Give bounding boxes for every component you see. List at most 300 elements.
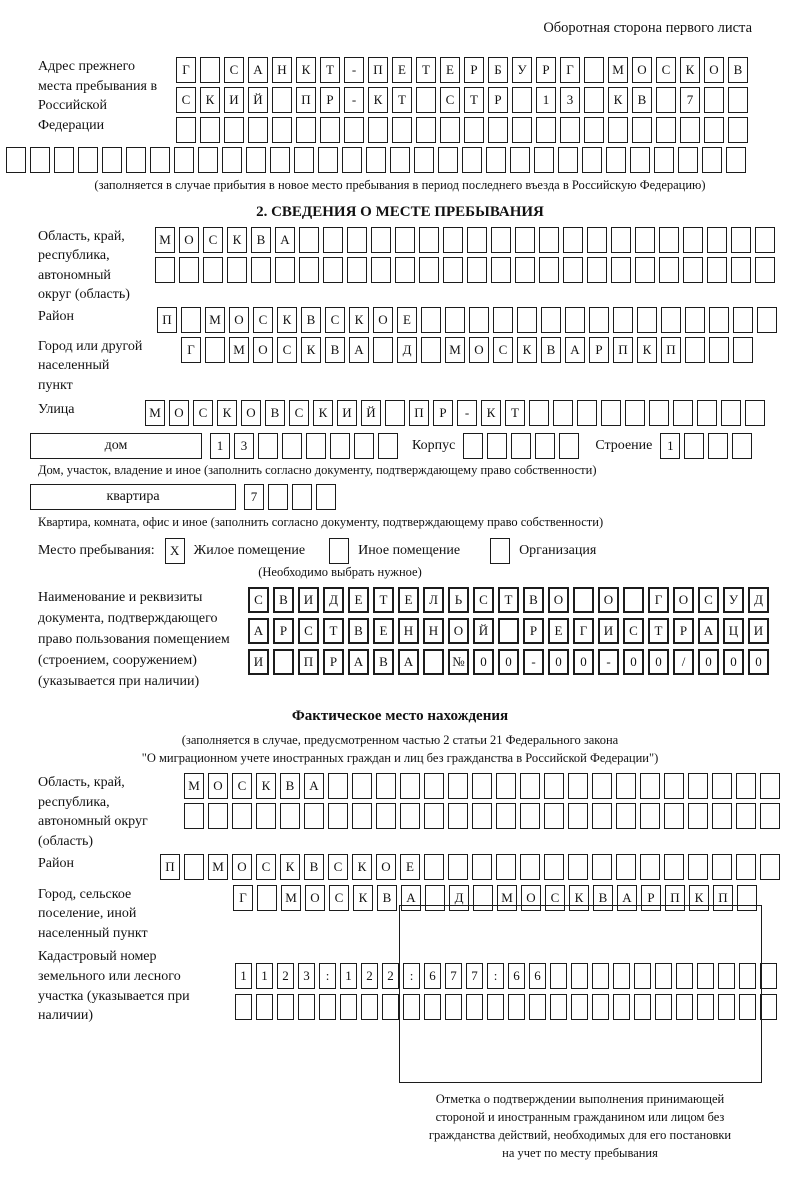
- char-cell[interactable]: Р: [433, 400, 453, 426]
- char-cell[interactable]: [416, 87, 436, 113]
- char-cell[interactable]: :: [319, 963, 336, 989]
- char-cell[interactable]: [268, 484, 288, 510]
- char-cell[interactable]: [707, 257, 727, 283]
- house-type-box[interactable]: дом: [30, 433, 202, 459]
- char-cell[interactable]: М: [155, 227, 175, 253]
- char-cell[interactable]: [726, 147, 746, 173]
- char-cell[interactable]: С: [623, 618, 644, 644]
- char-cell[interactable]: А: [248, 618, 269, 644]
- char-cell[interactable]: С: [203, 227, 223, 253]
- char-cell[interactable]: Р: [536, 57, 556, 83]
- char-cell[interactable]: К: [296, 57, 316, 83]
- char-cell[interactable]: С: [329, 885, 349, 911]
- char-cell[interactable]: -: [344, 87, 364, 113]
- char-cell[interactable]: [568, 773, 588, 799]
- prev-address-row-1[interactable]: [176, 57, 748, 83]
- char-cell[interactable]: [592, 803, 612, 829]
- char-cell[interactable]: [294, 147, 314, 173]
- char-cell[interactable]: [582, 147, 602, 173]
- char-cell[interactable]: [340, 994, 357, 1020]
- char-cell[interactable]: А: [349, 337, 369, 363]
- char-cell[interactable]: [760, 854, 780, 880]
- char-cell[interactable]: [299, 227, 319, 253]
- char-cell[interactable]: В: [325, 337, 345, 363]
- char-cell[interactable]: [616, 803, 636, 829]
- char-cell[interactable]: О: [598, 587, 619, 613]
- char-cell[interactable]: 0: [723, 649, 744, 675]
- char-cell[interactable]: [373, 337, 393, 363]
- char-cell[interactable]: [592, 773, 612, 799]
- char-cell[interactable]: С: [277, 337, 297, 363]
- char-cell[interactable]: П: [298, 649, 319, 675]
- char-cell[interactable]: [328, 773, 348, 799]
- char-cell[interactable]: Г: [560, 57, 580, 83]
- char-cell[interactable]: К: [569, 885, 589, 911]
- char-cell[interactable]: К: [349, 307, 369, 333]
- char-cell[interactable]: С: [545, 885, 565, 911]
- char-cell[interactable]: [424, 854, 444, 880]
- char-cell[interactable]: [419, 257, 439, 283]
- usage-doc-row-3[interactable]: [248, 649, 769, 675]
- char-cell[interactable]: П: [613, 337, 633, 363]
- char-cell[interactable]: [683, 257, 703, 283]
- char-cell[interactable]: Е: [400, 854, 420, 880]
- char-cell[interactable]: И: [298, 587, 319, 613]
- prev-address-row-4[interactable]: [6, 147, 800, 173]
- char-cell[interactable]: Г: [573, 618, 594, 644]
- char-cell[interactable]: К: [689, 885, 709, 911]
- char-cell[interactable]: [755, 257, 775, 283]
- char-cell[interactable]: В: [280, 773, 300, 799]
- char-cell[interactable]: О: [179, 227, 199, 253]
- char-cell[interactable]: [179, 257, 199, 283]
- char-cell[interactable]: 7: [244, 484, 264, 510]
- char-cell[interactable]: [760, 994, 777, 1020]
- char-cell[interactable]: [423, 649, 444, 675]
- char-cell[interactable]: О: [253, 337, 273, 363]
- char-cell[interactable]: [382, 994, 399, 1020]
- char-cell[interactable]: 7: [445, 963, 462, 989]
- char-cell[interactable]: [222, 147, 242, 173]
- char-cell[interactable]: [654, 147, 674, 173]
- char-cell[interactable]: [745, 400, 765, 426]
- char-cell[interactable]: М: [445, 337, 465, 363]
- prev-address-row-3[interactable]: [176, 117, 748, 143]
- char-cell[interactable]: А: [617, 885, 637, 911]
- char-cell[interactable]: [755, 227, 775, 253]
- char-cell[interactable]: К: [313, 400, 333, 426]
- char-cell[interactable]: [200, 57, 220, 83]
- char-cell[interactable]: [248, 117, 268, 143]
- char-cell[interactable]: [181, 307, 201, 333]
- char-cell[interactable]: К: [517, 337, 537, 363]
- char-cell[interactable]: К: [280, 854, 300, 880]
- char-cell[interactable]: [511, 433, 531, 459]
- char-cell[interactable]: [577, 400, 597, 426]
- char-cell[interactable]: [424, 773, 444, 799]
- char-cell[interactable]: М: [497, 885, 517, 911]
- char-cell[interactable]: К: [200, 87, 220, 113]
- char-cell[interactable]: [678, 147, 698, 173]
- char-cell[interactable]: [512, 117, 532, 143]
- char-cell[interactable]: О: [169, 400, 189, 426]
- char-cell[interactable]: А: [398, 649, 419, 675]
- char-cell[interactable]: [733, 337, 753, 363]
- char-cell[interactable]: [6, 147, 26, 173]
- char-cell[interactable]: А: [248, 57, 268, 83]
- char-cell[interactable]: [361, 994, 378, 1020]
- char-cell[interactable]: Р: [464, 57, 484, 83]
- char-cell[interactable]: -: [344, 57, 364, 83]
- char-cell[interactable]: И: [337, 400, 357, 426]
- char-cell[interactable]: К: [277, 307, 297, 333]
- char-cell[interactable]: [496, 773, 516, 799]
- char-cell[interactable]: П: [713, 885, 733, 911]
- char-cell[interactable]: 0: [548, 649, 569, 675]
- char-cell[interactable]: [30, 147, 50, 173]
- char-cell[interactable]: [463, 433, 483, 459]
- char-cell[interactable]: В: [377, 885, 397, 911]
- char-cell[interactable]: П: [665, 885, 685, 911]
- char-cell[interactable]: К: [301, 337, 321, 363]
- char-cell[interactable]: 3: [560, 87, 580, 113]
- korpus-cells[interactable]: [463, 433, 579, 459]
- char-cell[interactable]: [424, 803, 444, 829]
- char-cell[interactable]: [544, 803, 564, 829]
- char-cell[interactable]: В: [265, 400, 285, 426]
- char-cell[interactable]: С: [193, 400, 213, 426]
- char-cell[interactable]: [635, 257, 655, 283]
- char-cell[interactable]: [448, 803, 468, 829]
- char-cell[interactable]: А: [304, 773, 324, 799]
- char-cell[interactable]: О: [632, 57, 652, 83]
- char-cell[interactable]: В: [593, 885, 613, 911]
- char-cell[interactable]: [640, 773, 660, 799]
- char-cell[interactable]: О: [208, 773, 228, 799]
- char-cell[interactable]: -: [523, 649, 544, 675]
- char-cell[interactable]: [200, 117, 220, 143]
- char-cell[interactable]: [704, 117, 724, 143]
- char-cell[interactable]: Т: [323, 618, 344, 644]
- char-cell[interactable]: [469, 307, 489, 333]
- char-cell[interactable]: [728, 117, 748, 143]
- char-cell[interactable]: [464, 117, 484, 143]
- char-cell[interactable]: :: [403, 963, 420, 989]
- char-cell[interactable]: М: [281, 885, 301, 911]
- char-cell[interactable]: 6: [508, 963, 525, 989]
- char-cell[interactable]: [587, 227, 607, 253]
- char-cell[interactable]: 0: [623, 649, 644, 675]
- char-cell[interactable]: [709, 307, 729, 333]
- char-cell[interactable]: [712, 803, 732, 829]
- actual-district-row[interactable]: [160, 854, 780, 880]
- char-cell[interactable]: [318, 147, 338, 173]
- prev-address-row-2[interactable]: [176, 87, 748, 113]
- char-cell[interactable]: В: [251, 227, 271, 253]
- char-cell[interactable]: Р: [273, 618, 294, 644]
- char-cell[interactable]: [282, 433, 302, 459]
- actual-region-row-1[interactable]: [184, 773, 780, 799]
- char-cell[interactable]: /: [673, 649, 694, 675]
- char-cell[interactable]: К: [353, 885, 373, 911]
- char-cell[interactable]: [371, 227, 391, 253]
- char-cell[interactable]: [632, 117, 652, 143]
- char-cell[interactable]: [440, 117, 460, 143]
- char-cell[interactable]: Ц: [723, 618, 744, 644]
- apartment-type-box[interactable]: квартира: [30, 484, 236, 510]
- char-cell[interactable]: О: [448, 618, 469, 644]
- char-cell[interactable]: М: [608, 57, 628, 83]
- char-cell[interactable]: [559, 433, 579, 459]
- char-cell[interactable]: [560, 117, 580, 143]
- char-cell[interactable]: П: [296, 87, 316, 113]
- char-cell[interactable]: 3: [234, 433, 254, 459]
- char-cell[interactable]: Т: [320, 57, 340, 83]
- char-cell[interactable]: О: [373, 307, 393, 333]
- char-cell[interactable]: Ь: [448, 587, 469, 613]
- char-cell[interactable]: [656, 117, 676, 143]
- char-cell[interactable]: П: [157, 307, 177, 333]
- char-cell[interactable]: [664, 773, 684, 799]
- char-cell[interactable]: А: [348, 649, 369, 675]
- char-cell[interactable]: [664, 803, 684, 829]
- char-cell[interactable]: [342, 147, 362, 173]
- char-cell[interactable]: [352, 773, 372, 799]
- char-cell[interactable]: [490, 538, 510, 564]
- char-cell[interactable]: [568, 854, 588, 880]
- char-cell[interactable]: [529, 400, 549, 426]
- char-cell[interactable]: С: [473, 587, 494, 613]
- char-cell[interactable]: [416, 117, 436, 143]
- char-cell[interactable]: [684, 433, 704, 459]
- char-cell[interactable]: [659, 257, 679, 283]
- char-cell[interactable]: [421, 337, 441, 363]
- char-cell[interactable]: 1: [210, 433, 230, 459]
- char-cell[interactable]: Р: [523, 618, 544, 644]
- char-cell[interactable]: [275, 257, 295, 283]
- char-cell[interactable]: [347, 257, 367, 283]
- char-cell[interactable]: Р: [589, 337, 609, 363]
- char-cell[interactable]: [251, 257, 271, 283]
- char-cell[interactable]: К: [368, 87, 388, 113]
- char-cell[interactable]: [227, 257, 247, 283]
- char-cell[interactable]: [419, 227, 439, 253]
- char-cell[interactable]: [563, 257, 583, 283]
- char-cell[interactable]: У: [723, 587, 744, 613]
- char-cell[interactable]: Б: [488, 57, 508, 83]
- char-cell[interactable]: [203, 257, 223, 283]
- char-cell[interactable]: [438, 147, 458, 173]
- char-cell[interactable]: [277, 994, 294, 1020]
- char-cell[interactable]: 1: [256, 963, 273, 989]
- char-cell[interactable]: 0: [748, 649, 769, 675]
- char-cell[interactable]: 1: [340, 963, 357, 989]
- char-cell[interactable]: П: [661, 337, 681, 363]
- char-cell[interactable]: Т: [648, 618, 669, 644]
- char-cell[interactable]: 7: [466, 963, 483, 989]
- char-cell[interactable]: [606, 147, 626, 173]
- char-cell[interactable]: П: [160, 854, 180, 880]
- char-cell[interactable]: [512, 87, 532, 113]
- char-cell[interactable]: [472, 803, 492, 829]
- char-cell[interactable]: К: [352, 854, 372, 880]
- char-cell[interactable]: [608, 117, 628, 143]
- char-cell[interactable]: [565, 307, 585, 333]
- char-cell[interactable]: 0: [698, 649, 719, 675]
- char-cell[interactable]: [176, 117, 196, 143]
- char-cell[interactable]: К: [256, 773, 276, 799]
- char-cell[interactable]: [400, 803, 420, 829]
- char-cell[interactable]: [659, 227, 679, 253]
- char-cell[interactable]: Г: [648, 587, 669, 613]
- char-cell[interactable]: [256, 994, 273, 1020]
- char-cell[interactable]: Р: [323, 649, 344, 675]
- char-cell[interactable]: [704, 87, 724, 113]
- char-cell[interactable]: [520, 773, 540, 799]
- usage-doc-row-2[interactable]: [248, 618, 769, 644]
- char-cell[interactable]: Е: [548, 618, 569, 644]
- actual-region-row-2[interactable]: [184, 803, 780, 829]
- char-cell[interactable]: Н: [272, 57, 292, 83]
- char-cell[interactable]: С: [493, 337, 513, 363]
- char-cell[interactable]: Т: [464, 87, 484, 113]
- char-cell[interactable]: К: [481, 400, 501, 426]
- char-cell[interactable]: [732, 433, 752, 459]
- char-cell[interactable]: [347, 227, 367, 253]
- char-cell[interactable]: С: [698, 587, 719, 613]
- city-row[interactable]: [181, 337, 753, 363]
- char-cell[interactable]: X: [165, 538, 185, 564]
- char-cell[interactable]: [493, 307, 513, 333]
- char-cell[interactable]: И: [748, 618, 769, 644]
- char-cell[interactable]: М: [145, 400, 165, 426]
- char-cell[interactable]: [395, 227, 415, 253]
- char-cell[interactable]: [656, 87, 676, 113]
- char-cell[interactable]: [736, 854, 756, 880]
- char-cell[interactable]: Т: [498, 587, 519, 613]
- char-cell[interactable]: [685, 307, 705, 333]
- char-cell[interactable]: [708, 433, 728, 459]
- usage-doc-row-1[interactable]: [248, 587, 769, 613]
- char-cell[interactable]: Т: [392, 87, 412, 113]
- char-cell[interactable]: [385, 400, 405, 426]
- char-cell[interactable]: [731, 257, 751, 283]
- char-cell[interactable]: [688, 854, 708, 880]
- char-cell[interactable]: [448, 773, 468, 799]
- char-cell[interactable]: [298, 994, 315, 1020]
- char-cell[interactable]: 0: [573, 649, 594, 675]
- char-cell[interactable]: [102, 147, 122, 173]
- char-cell[interactable]: [292, 484, 312, 510]
- char-cell[interactable]: [54, 147, 74, 173]
- char-cell[interactable]: [400, 773, 420, 799]
- char-cell[interactable]: [539, 257, 559, 283]
- char-cell[interactable]: [306, 433, 326, 459]
- char-cell[interactable]: [272, 117, 292, 143]
- char-cell[interactable]: Е: [440, 57, 460, 83]
- char-cell[interactable]: [520, 803, 540, 829]
- char-cell[interactable]: А: [698, 618, 719, 644]
- char-cell[interactable]: [174, 147, 194, 173]
- char-cell[interactable]: [616, 854, 636, 880]
- char-cell[interactable]: [224, 117, 244, 143]
- char-cell[interactable]: У: [512, 57, 532, 83]
- char-cell[interactable]: [661, 307, 681, 333]
- char-cell[interactable]: 6: [424, 963, 441, 989]
- char-cell[interactable]: [257, 885, 277, 911]
- char-cell[interactable]: [376, 773, 396, 799]
- char-cell[interactable]: [541, 307, 561, 333]
- char-cell[interactable]: К: [217, 400, 237, 426]
- char-cell[interactable]: [584, 87, 604, 113]
- char-cell[interactable]: [664, 854, 684, 880]
- char-cell[interactable]: А: [275, 227, 295, 253]
- char-cell[interactable]: 0: [648, 649, 669, 675]
- char-cell[interactable]: [392, 117, 412, 143]
- char-cell[interactable]: [688, 803, 708, 829]
- char-cell[interactable]: И: [224, 87, 244, 113]
- char-cell[interactable]: Р: [320, 87, 340, 113]
- char-cell[interactable]: С: [232, 773, 252, 799]
- char-cell[interactable]: Е: [398, 587, 419, 613]
- region-row-2[interactable]: [155, 257, 775, 283]
- char-cell[interactable]: С: [328, 854, 348, 880]
- char-cell[interactable]: О: [548, 587, 569, 613]
- char-cell[interactable]: М: [229, 337, 249, 363]
- char-cell[interactable]: [328, 803, 348, 829]
- char-cell[interactable]: [553, 400, 573, 426]
- char-cell[interactable]: С: [248, 587, 269, 613]
- char-cell[interactable]: В: [301, 307, 321, 333]
- char-cell[interactable]: 0: [498, 649, 519, 675]
- street-row[interactable]: [145, 400, 765, 426]
- char-cell[interactable]: [736, 773, 756, 799]
- char-cell[interactable]: 2: [361, 963, 378, 989]
- char-cell[interactable]: [150, 147, 170, 173]
- char-cell[interactable]: :: [487, 963, 504, 989]
- char-cell[interactable]: [515, 257, 535, 283]
- char-cell[interactable]: Д: [323, 587, 344, 613]
- char-cell[interactable]: К: [680, 57, 700, 83]
- char-cell[interactable]: С: [656, 57, 676, 83]
- char-cell[interactable]: Й: [361, 400, 381, 426]
- char-cell[interactable]: [354, 433, 374, 459]
- char-cell[interactable]: [517, 307, 537, 333]
- char-cell[interactable]: 6: [529, 963, 546, 989]
- char-cell[interactable]: Д: [748, 587, 769, 613]
- char-cell[interactable]: [320, 117, 340, 143]
- char-cell[interactable]: [635, 227, 655, 253]
- char-cell[interactable]: Т: [373, 587, 394, 613]
- char-cell[interactable]: [280, 803, 300, 829]
- char-cell[interactable]: -: [598, 649, 619, 675]
- char-cell[interactable]: [366, 147, 386, 173]
- char-cell[interactable]: [376, 803, 396, 829]
- char-cell[interactable]: К: [608, 87, 628, 113]
- char-cell[interactable]: [520, 854, 540, 880]
- char-cell[interactable]: В: [728, 57, 748, 83]
- char-cell[interactable]: [584, 117, 604, 143]
- char-cell[interactable]: О: [305, 885, 325, 911]
- char-cell[interactable]: [544, 773, 564, 799]
- char-cell[interactable]: [573, 587, 594, 613]
- char-cell[interactable]: [486, 147, 506, 173]
- char-cell[interactable]: [589, 307, 609, 333]
- char-cell[interactable]: Е: [373, 618, 394, 644]
- char-cell[interactable]: К: [637, 337, 657, 363]
- char-cell[interactable]: [515, 227, 535, 253]
- char-cell[interactable]: [443, 257, 463, 283]
